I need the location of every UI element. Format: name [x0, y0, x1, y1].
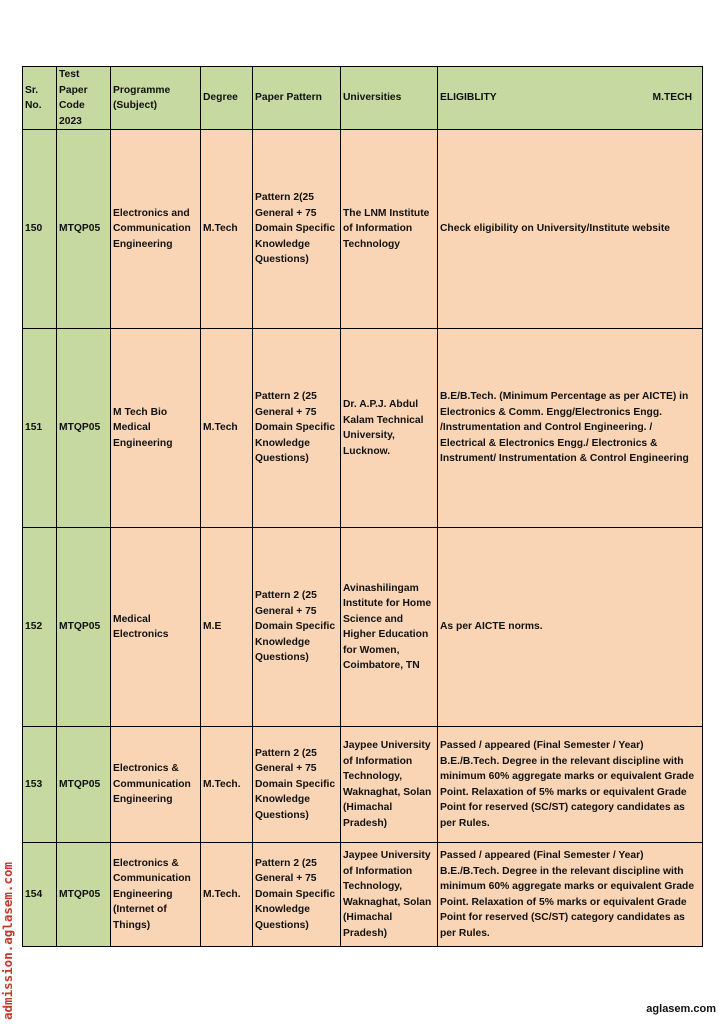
paper-pattern-cell: Pattern 2(25 General + 75 Domain Specific Knowledge Questions) [253, 130, 341, 329]
eligibility-cell: As per AICTE norms. [438, 528, 703, 727]
university-cell: Jaypee University of Information Technology, Waknaghat, Solan (Himachal Pradesh) [341, 843, 438, 947]
university-cell: Jaypee University of Information Technology, Waknaghat, Solan (Himachal Pradesh) [341, 727, 438, 843]
eligibility-cell: Check eligibility on University/Institute website [438, 130, 703, 329]
table-row [23, 727, 703, 843]
table-row [23, 130, 703, 329]
sr-no-cell: 152 [23, 528, 57, 727]
sr-no-cell: 150 [23, 130, 57, 329]
paper-pattern-cell: Pattern 2 (25 General + 75 Domain Specific Knowledge Questions) [253, 329, 341, 528]
paper-code-cell: MTQP05 [57, 528, 111, 727]
programme-cell: Electronics & Communication Engineering [111, 727, 201, 843]
programme-cell: Medical Electronics [111, 528, 201, 727]
programme-cell: Electronics and Communication Engineering [111, 130, 201, 329]
paper-code-cell: MTQP05 [57, 130, 111, 329]
header-degree: Degree [201, 67, 253, 130]
table-row [23, 329, 703, 528]
degree-cell: M.Tech [201, 329, 253, 528]
footer-site-name: aglasem.com [646, 1003, 716, 1015]
paper-pattern-cell: Pattern 2 (25 General + 75 Domain Specific Knowledge Questions) [253, 843, 341, 947]
watermark-text: admission.aglasem.com [0, 861, 15, 1020]
paper-code-cell: MTQP05 [57, 843, 111, 947]
paper-pattern-cell: Pattern 2 (25 General + 75 Domain Specific Knowledge Questions) [253, 727, 341, 843]
programme-cell: Electronics & Communication Engineering (Internet of Things) [111, 843, 201, 947]
programme-cell: M Tech Bio Medical Engineering [111, 329, 201, 528]
degree-cell: M.Tech. [201, 727, 253, 843]
university-cell: Avinashilingam Institute for Home Science and Higher Education for Women, Coimbatore, TN [341, 528, 438, 727]
table-row [23, 843, 703, 947]
degree-cell: M.Tech. [201, 843, 253, 947]
paper-pattern-cell: Pattern 2 (25 General + 75 Domain Specific Knowledge Questions) [253, 528, 341, 727]
paper-code-cell: MTQP05 [57, 329, 111, 528]
header-eligibility [438, 67, 703, 130]
header-programme: Programme (Subject) [111, 67, 201, 130]
university-cell: The LNM Institute of Information Technology [341, 130, 438, 329]
degree-cell: M.E [201, 528, 253, 727]
header-paper-pattern: Paper Pattern [253, 67, 341, 130]
table-row [23, 528, 703, 727]
mtech-eligibility-table [22, 66, 703, 947]
header-mtech-label: M.TECH [652, 92, 692, 104]
header-row [23, 67, 703, 130]
paper-code-cell: MTQP05 [57, 727, 111, 843]
header-universities: Universities [341, 67, 438, 130]
sr-no-cell: 154 [23, 843, 57, 947]
header-eligibility-label: ELIGIBLITY [440, 92, 497, 104]
university-cell: Dr. A.P.J. Abdul Kalam Technical University, Lucknow. [341, 329, 438, 528]
degree-cell: M.Tech [201, 130, 253, 329]
eligibility-cell: Passed / appeared (Final Semester / Year) B.E./B.Tech. Degree in the relevant discipline with minimum 60% aggregate marks or equivalent Grade Point. Relaxation of 5% marks or equivalent Grade Point for reserved (SC/ST) category candidates as per Rules. [438, 727, 703, 843]
eligibility-cell: Passed / appeared (Final Semester / Year) B.E./B.Tech. Degree in the relevant discipline with minimum 60% aggregate marks or equivalent Grade Point. Relaxation of 5% marks or equivalent Grade Point for reserved (SC/ST) category candidates as per Rules. [438, 843, 703, 947]
sr-no-cell: 153 [23, 727, 57, 843]
eligibility-cell: B.E/B.Tech. (Minimum Percentage as per AICTE) in Electronics & Comm. Engg/Electronics Engg. /Instrumentation and Control Engineering. / Electrical & Electronics Engg./ Electronics & Instrument/ Instrumentation & Control Engineering [438, 329, 703, 528]
sr-no-cell: 151 [23, 329, 57, 528]
header-sr-no: Sr. No. [23, 67, 57, 130]
header-test-paper-code: Test Paper Code 2023 [57, 67, 111, 130]
